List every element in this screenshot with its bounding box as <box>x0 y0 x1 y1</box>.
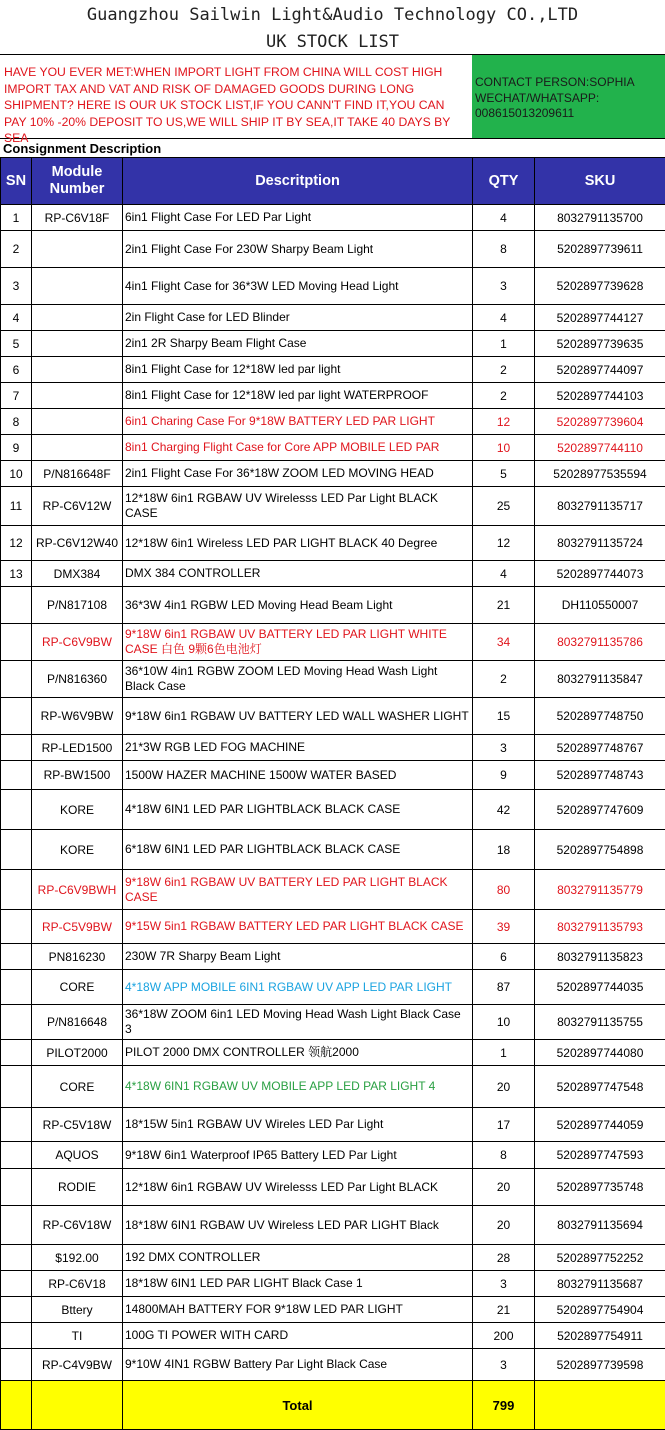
row-module-number: DMX384 <box>32 561 123 587</box>
row-qty: 28 <box>473 1245 535 1271</box>
row-sn <box>1 1271 32 1297</box>
row-description: 230W 7R Sharpy Beam Light <box>123 944 473 970</box>
row-module-number: RODIE <box>32 1169 123 1206</box>
row-module-number <box>32 231 123 268</box>
row-module-number <box>32 268 123 305</box>
table-row <box>1 1066 665 1108</box>
row-module-number: P/N816648F <box>32 461 123 487</box>
row-sku: 8032791135786 <box>535 624 665 661</box>
row-qty: 8 <box>473 231 535 268</box>
row-sn: 11 <box>1 487 32 526</box>
col-header-description: Descritption <box>123 158 473 205</box>
row-sku: DH110550007 <box>535 587 665 624</box>
table-row <box>1 461 665 487</box>
row-sku: 52028977535594 <box>535 461 665 487</box>
table-row <box>1 1108 665 1142</box>
stock-table <box>0 157 665 1430</box>
row-description: 8in1 Flight Case for 12*18W led par light <box>123 357 473 383</box>
row-description: 9*10W 4IN1 RGBW Battery Par Light Black Case <box>123 1349 473 1381</box>
row-module-number: RP-C6V9BWH <box>32 870 123 910</box>
row-sku: 8032791135823 <box>535 944 665 970</box>
row-description: 36*18W ZOOM 6in1 LED Moving Head Wash Light Black Case 3 <box>123 1005 473 1040</box>
row-module-number: RP-C4V9BW <box>32 1349 123 1381</box>
table-row <box>1 205 665 231</box>
row-description: 12*18W 6in1 RGBAW UV Wirelesss LED Par Light BLACK CASE <box>123 487 473 526</box>
row-sn: 5 <box>1 331 32 357</box>
row-sku: 5202897739604 <box>535 409 665 435</box>
row-sku: 5202897744073 <box>535 561 665 587</box>
row-qty: 80 <box>473 870 535 910</box>
row-sn <box>1 1349 32 1381</box>
table-row <box>1 1349 665 1381</box>
row-sn <box>1 944 32 970</box>
row-description: 36*3W 4in1 RGBW LED Moving Head Beam Light <box>123 587 473 624</box>
row-sku: 8032791135694 <box>535 1206 665 1245</box>
row-description: 6in1 Charing Case For 9*18W BATTERY LED PAR LIGHT <box>123 409 473 435</box>
row-module-number: P/N816648 <box>32 1005 123 1040</box>
row-sku: 5202897744059 <box>535 1108 665 1142</box>
row-description: PILOT 2000 DMX CONTROLLER 领航2000 <box>123 1040 473 1066</box>
table-row <box>1 331 665 357</box>
row-module-number: CORE <box>32 1066 123 1108</box>
row-qty: 42 <box>473 790 535 830</box>
row-description: 12*18W 6in1 Wireless LED PAR LIGHT BLACK 40 Degree <box>123 526 473 561</box>
table-row <box>1 268 665 305</box>
row-module-number: RP-LED1500 <box>32 735 123 761</box>
row-module-number <box>32 383 123 409</box>
row-sku: 5202897744110 <box>535 435 665 461</box>
row-sku: 5202897739628 <box>535 268 665 305</box>
row-sku: 5202897739611 <box>535 231 665 268</box>
table-row <box>1 1040 665 1066</box>
row-sn: 4 <box>1 305 32 331</box>
row-qty: 15 <box>473 698 535 735</box>
row-qty: 39 <box>473 910 535 944</box>
table-row <box>1 910 665 944</box>
row-qty: 20 <box>473 1206 535 1245</box>
row-qty: 9 <box>473 761 535 790</box>
row-sn: 10 <box>1 461 32 487</box>
table-row <box>1 1142 665 1169</box>
table-row <box>1 830 665 870</box>
table-row <box>1 305 665 331</box>
row-sn <box>1 761 32 790</box>
row-module-number <box>32 435 123 461</box>
row-description: 9*18W 6in1 RGBAW UV BATTERY LED WALL WASHER LIGHT <box>123 698 473 735</box>
row-qty: 2 <box>473 383 535 409</box>
row-sn: 3 <box>1 268 32 305</box>
row-sku: 5202897739598 <box>535 1349 665 1381</box>
section-label: Consignment Description <box>3 141 161 156</box>
row-sn <box>1 624 32 661</box>
row-sku: 8032791135724 <box>535 526 665 561</box>
row-description: 8in1 Charging Flight Case for Core APP MOBILE LED PAR <box>123 435 473 461</box>
row-qty: 2 <box>473 661 535 698</box>
row-sn <box>1 1066 32 1108</box>
table-row <box>1 1206 665 1245</box>
row-module-number: RP-C6V9BW <box>32 624 123 661</box>
row-sku: 8032791135700 <box>535 205 665 231</box>
row-description: DMX 384 CONTROLLER <box>123 561 473 587</box>
table-body <box>1 205 665 1381</box>
table-row <box>1 561 665 587</box>
row-sku: 5202897744097 <box>535 357 665 383</box>
row-sku: 5202897752252 <box>535 1245 665 1271</box>
table-row <box>1 761 665 790</box>
table-row <box>1 1005 665 1040</box>
total-label: Total <box>123 1381 473 1430</box>
row-qty: 2 <box>473 357 535 383</box>
info-banner <box>0 54 665 139</box>
row-module-number: KORE <box>32 790 123 830</box>
row-sku: 5202897744035 <box>535 970 665 1005</box>
row-module-number: RP-C6V18F <box>32 205 123 231</box>
row-sn <box>1 1108 32 1142</box>
row-sn <box>1 1040 32 1066</box>
list-title: UK STOCK LIST <box>0 32 665 52</box>
row-sn <box>1 1005 32 1040</box>
table-row <box>1 435 665 461</box>
row-description: 2in Flight Case for LED Blinder <box>123 305 473 331</box>
row-qty: 8 <box>473 1142 535 1169</box>
contact-person: CONTACT PERSON:SOPHIA <box>475 75 662 91</box>
row-description: 100G TI POWER WITH CARD <box>123 1323 473 1349</box>
table-row <box>1 383 665 409</box>
row-description: 4*18W 6IN1 LED PAR LIGHTBLACK BLACK CASE <box>123 790 473 830</box>
row-description: 4*18W 6IN1 RGBAW UV MOBILE APP LED PAR LIGHT 4 <box>123 1066 473 1108</box>
row-qty: 87 <box>473 970 535 1005</box>
table-row <box>1 1271 665 1297</box>
table-row <box>1 357 665 383</box>
row-sn <box>1 830 32 870</box>
row-sku: 5202897735748 <box>535 1169 665 1206</box>
row-module-number <box>32 409 123 435</box>
total-qty: 799 <box>473 1381 535 1430</box>
row-description: 9*15W 5in1 RGBAW BATTERY LED PAR LIGHT BLACK CASE <box>123 910 473 944</box>
row-description: 21*3W RGB LED FOG MACHINE <box>123 735 473 761</box>
contact-number: 008615013209611 <box>475 106 662 122</box>
row-description: 8in1 Flight Case for 12*18W led par light WATERPROOF <box>123 383 473 409</box>
row-sku: 5202897744127 <box>535 305 665 331</box>
row-qty: 25 <box>473 487 535 526</box>
row-module-number: PN816230 <box>32 944 123 970</box>
row-qty: 6 <box>473 944 535 970</box>
row-sku: 8032791135779 <box>535 870 665 910</box>
row-sku: 8032791135755 <box>535 1005 665 1040</box>
row-sn <box>1 870 32 910</box>
contact-box <box>472 55 665 138</box>
row-qty: 34 <box>473 624 535 661</box>
row-module-number: RP-W6V9BW <box>32 698 123 735</box>
row-description: 2in1 2R Sharpy Beam Flight Case <box>123 331 473 357</box>
row-qty: 21 <box>473 1297 535 1323</box>
row-sn: 13 <box>1 561 32 587</box>
table-header-row <box>1 158 665 205</box>
row-description: 9*18W 6in1 Waterproof IP65 Battery LED Par Light <box>123 1142 473 1169</box>
row-module-number: RP-C6V18 <box>32 1271 123 1297</box>
row-module-number: Bttery <box>32 1297 123 1323</box>
row-qty: 1 <box>473 1040 535 1066</box>
row-module-number: P/N816360 <box>32 661 123 698</box>
row-sn <box>1 735 32 761</box>
row-sn <box>1 970 32 1005</box>
row-qty: 3 <box>473 1349 535 1381</box>
row-sn <box>1 661 32 698</box>
row-sn <box>1 1323 32 1349</box>
row-module-number: RP-C6V18W <box>32 1206 123 1245</box>
table-row <box>1 487 665 526</box>
col-header-qty: QTY <box>473 158 535 205</box>
import-notice: HAVE YOU EVER MET:WHEN IMPORT LIGHT FROM CHINA WILL COST HIGH IMPORT TAX AND VAT AND RISK OF DAMAGED GOODS DURING LONG SHIPMENT? HERE IS OUR UK STOCK LIST,IF YOU CANN'T FIND IT,YOU CAN PAY 10% -20% DEPOSIT TO US,WE WILL SHIP IT BY SEA,IT TAKE 40 DAYS BY SEA <box>0 55 472 138</box>
table-row <box>1 870 665 910</box>
row-sku: 5202897748767 <box>535 735 665 761</box>
table-row <box>1 409 665 435</box>
row-description: 12*18W 6in1 RGBAW UV Wirelesss LED Par Light BLACK <box>123 1169 473 1206</box>
row-module-number: P/N817108 <box>32 587 123 624</box>
table-row <box>1 661 665 698</box>
row-sku: 5202897747609 <box>535 790 665 830</box>
row-sn <box>1 1245 32 1271</box>
row-sn <box>1 1206 32 1245</box>
table-row <box>1 790 665 830</box>
row-module-number: RP-C5V9BW <box>32 910 123 944</box>
row-description: 2in1 Flight Case For 230W Sharpy Beam Light <box>123 231 473 268</box>
row-qty: 18 <box>473 830 535 870</box>
row-qty: 1 <box>473 331 535 357</box>
row-description: 2in1 Flight Case For 36*18W ZOOM LED MOVING HEAD <box>123 461 473 487</box>
row-sn <box>1 1142 32 1169</box>
row-sku: 5202897744103 <box>535 383 665 409</box>
row-qty: 17 <box>473 1108 535 1142</box>
row-sn: 2 <box>1 231 32 268</box>
row-qty: 12 <box>473 526 535 561</box>
table-row <box>1 624 665 661</box>
row-sn: 7 <box>1 383 32 409</box>
row-sku: 5202897754904 <box>535 1297 665 1323</box>
table-row <box>1 526 665 561</box>
table-row <box>1 1323 665 1349</box>
table-row <box>1 1297 665 1323</box>
row-description: 9*18W 6in1 RGBAW UV BATTERY LED PAR LIGHT BLACK CASE <box>123 870 473 910</box>
row-sku: 5202897744080 <box>535 1040 665 1066</box>
row-module-number: RP-C6V12W <box>32 487 123 526</box>
table-row <box>1 587 665 624</box>
col-header-sn: SN <box>1 158 32 205</box>
row-description: 6in1 Flight Case For LED Par Light <box>123 205 473 231</box>
row-description: 192 DMX CONTROLLER <box>123 1245 473 1271</box>
row-sn <box>1 698 32 735</box>
row-description: 18*18W 6IN1 RGBAW UV Wireless LED PAR LIGHT Black <box>123 1206 473 1245</box>
row-qty: 3 <box>473 735 535 761</box>
row-description: 18*15W 5in1 RGBAW UV Wireles LED Par Light <box>123 1108 473 1142</box>
row-module-number: RP-C6V12W40 <box>32 526 123 561</box>
row-module-number: AQUOS <box>32 1142 123 1169</box>
row-module-number: $192.00 <box>32 1245 123 1271</box>
row-module-number: TI <box>32 1323 123 1349</box>
row-module-number: CORE <box>32 970 123 1005</box>
row-sku: 5202897754898 <box>535 830 665 870</box>
row-sku: 8032791135687 <box>535 1271 665 1297</box>
row-qty: 10 <box>473 435 535 461</box>
row-description: 14800MAH BATTERY FOR 9*18W LED PAR LIGHT <box>123 1297 473 1323</box>
row-sn <box>1 587 32 624</box>
row-description: 9*18W 6in1 RGBAW UV BATTERY LED PAR LIGHT WHITE CASE 白色 9颗6色电池灯 <box>123 624 473 661</box>
row-description: 6*18W 6IN1 LED PAR LIGHTBLACK BLACK CASE <box>123 830 473 870</box>
row-description: 4in1 Flight Case for 36*3W LED Moving Head Light <box>123 268 473 305</box>
row-qty: 3 <box>473 1271 535 1297</box>
row-module-number <box>32 331 123 357</box>
row-qty: 3 <box>473 268 535 305</box>
row-module-number <box>32 305 123 331</box>
table-row <box>1 944 665 970</box>
row-description: 1500W HAZER MACHINE 1500W WATER BASED <box>123 761 473 790</box>
row-sn <box>1 790 32 830</box>
row-qty: 12 <box>473 409 535 435</box>
row-description: 4*18W APP MOBILE 6IN1 RGBAW UV APP LED PAR LIGHT <box>123 970 473 1005</box>
row-sku: 5202897748743 <box>535 761 665 790</box>
row-qty: 4 <box>473 561 535 587</box>
total-row <box>1 1381 665 1430</box>
row-sn <box>1 1169 32 1206</box>
row-sku: 5202897754911 <box>535 1323 665 1349</box>
row-module-number: RP-BW1500 <box>32 761 123 790</box>
row-qty: 5 <box>473 461 535 487</box>
row-qty: 4 <box>473 305 535 331</box>
row-sn: 9 <box>1 435 32 461</box>
row-module-number: KORE <box>32 830 123 870</box>
row-description: 36*10W 4in1 RGBW ZOOM LED Moving Head Wash Light Black Case <box>123 661 473 698</box>
row-qty: 21 <box>473 587 535 624</box>
row-sku: 8032791135793 <box>535 910 665 944</box>
row-sn <box>1 1297 32 1323</box>
company-title: Guangzhou Sailwin Light&Audio Technology CO.,LTD <box>0 5 665 25</box>
row-sku: 5202897747548 <box>535 1066 665 1108</box>
row-sn <box>1 910 32 944</box>
table-row <box>1 735 665 761</box>
row-qty: 4 <box>473 205 535 231</box>
row-sku: 8032791135717 <box>535 487 665 526</box>
row-sn: 1 <box>1 205 32 231</box>
row-sku: 8032791135847 <box>535 661 665 698</box>
table-row <box>1 970 665 1005</box>
col-header-sku: SKU <box>535 158 665 205</box>
row-sn: 8 <box>1 409 32 435</box>
col-header-module: Module Number <box>32 158 123 205</box>
row-qty: 20 <box>473 1169 535 1206</box>
row-sku: 5202897747593 <box>535 1142 665 1169</box>
row-description: 18*18W 6IN1 LED PAR LIGHT Black Case 1 <box>123 1271 473 1297</box>
row-sn: 6 <box>1 357 32 383</box>
row-sku: 5202897748750 <box>535 698 665 735</box>
row-sku: 5202897739635 <box>535 331 665 357</box>
table-row <box>1 698 665 735</box>
table-row <box>1 1245 665 1271</box>
row-qty: 200 <box>473 1323 535 1349</box>
row-module-number: RP-C5V18W <box>32 1108 123 1142</box>
contact-wechat-label: WECHAT/WHATSAPP: <box>475 91 662 107</box>
row-sn: 12 <box>1 526 32 561</box>
table-row <box>1 1169 665 1206</box>
row-module-number <box>32 357 123 383</box>
row-module-number: PILOT2000 <box>32 1040 123 1066</box>
row-qty: 10 <box>473 1005 535 1040</box>
table-row <box>1 231 665 268</box>
row-qty: 20 <box>473 1066 535 1108</box>
